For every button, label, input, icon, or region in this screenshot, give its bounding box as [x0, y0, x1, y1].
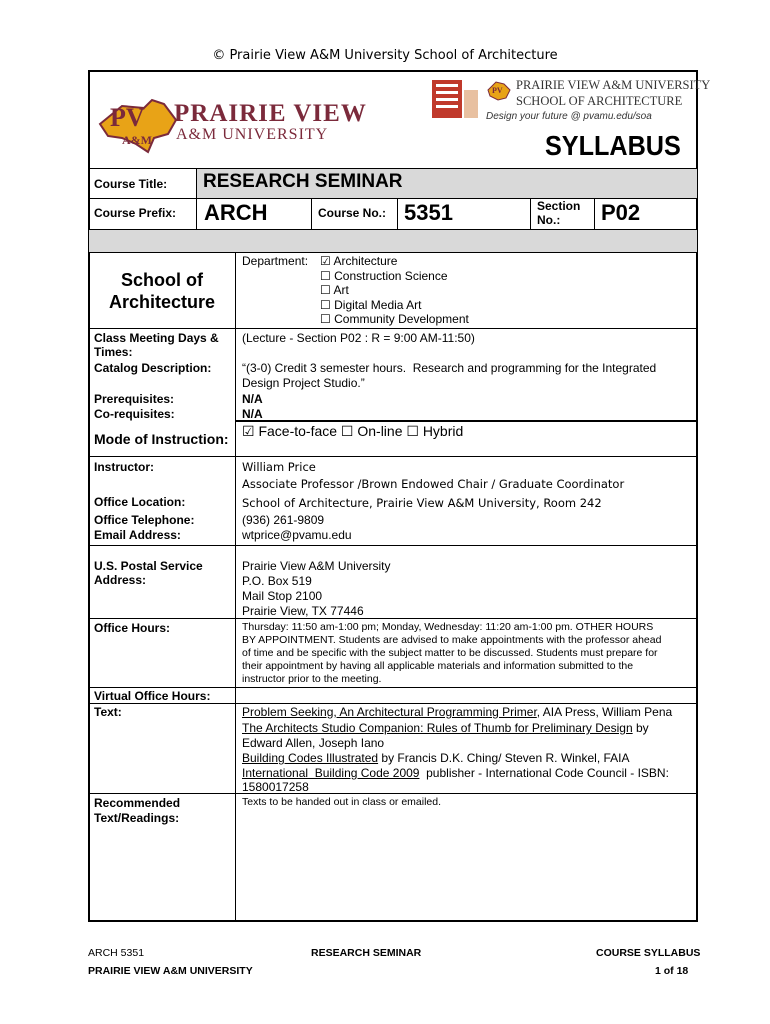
checkbox-checked-icon: ☑	[320, 254, 331, 268]
footer-course: ARCH 5351	[88, 947, 145, 959]
office-hours-line: their appointment by having all applicable materials and information submitted to the	[242, 660, 634, 672]
book-details: , AIA Press, William Pena	[536, 705, 673, 719]
department-option-label: Architecture	[333, 254, 398, 268]
postal-label-2: Address:	[94, 573, 147, 587]
corequisites-label: Co-requisites:	[94, 407, 175, 421]
school-name-line2: Architecture	[108, 292, 216, 312]
rule	[89, 328, 697, 329]
svg-text:PV: PV	[110, 103, 145, 132]
pvamu-logo	[92, 86, 367, 156]
instructor-name: William Price	[242, 460, 316, 474]
meeting-times: (Lecture - Section P02 : R = 9:00 AM-11:50)	[242, 331, 475, 345]
department-options	[320, 254, 469, 327]
prerequisites-value: N/A	[242, 392, 263, 406]
email-address[interactable]: wtprice@pvamu.edu	[242, 528, 352, 542]
text-item-2	[242, 721, 649, 735]
course-title-label: Course Title:	[94, 177, 168, 191]
recommended-value: Texts to be handed out in class or emailed.	[242, 796, 442, 808]
department-option-label: Digital Media Art	[334, 297, 422, 312]
postal-label-1: U.S. Postal Service	[94, 559, 203, 573]
svg-text:PV: PV	[492, 86, 503, 95]
rule	[235, 420, 697, 422]
office-hours-line: Thursday: 11:50 am-1:00 pm; Monday, Wednesday: 11:20 am-1:00 pm. OTHER HOURS	[242, 621, 654, 633]
postal-line: Prairie View A&M University	[242, 559, 391, 573]
meeting-label-1: Class Meeting Days &	[94, 331, 219, 345]
catalog-line1: “(3-0) Credit 3 semester hours. Research and programming for the Integrated	[242, 361, 657, 375]
corequisites-value: N/A	[242, 407, 263, 421]
department-option-digital-media[interactable]	[320, 298, 469, 313]
copyright-notice: © Prairie View A&M University School of Architecture	[212, 48, 558, 63]
meeting-label-2: Times:	[94, 345, 133, 359]
department-label: Department:	[242, 254, 309, 268]
catalog-line2: Design Project Studio.”	[242, 376, 365, 390]
postal-line: Prairie View, TX 77446	[242, 604, 364, 618]
building-icon	[430, 76, 482, 120]
footer-course-title: RESEARCH SEMINAR	[311, 947, 422, 959]
section-label-1: Section	[537, 199, 581, 213]
department-option-architecture[interactable]	[320, 254, 469, 269]
book-details: by Francis D.K. Ching/ Steven R. Winkel, FAIA	[378, 751, 630, 765]
catalog-label: Catalog Description:	[94, 361, 212, 375]
rule	[89, 793, 697, 794]
course-number-label: Course No.:	[318, 206, 387, 220]
book-details: publisher - International Code Council - ISBN:	[419, 766, 669, 780]
department-option-label: Construction Science	[334, 268, 448, 283]
text-item-1	[242, 705, 672, 719]
department-option-art[interactable]	[320, 283, 469, 298]
book-details: by	[632, 721, 649, 735]
school-name-line1: School of	[121, 270, 203, 290]
checkbox-empty-icon: ☐	[320, 283, 331, 297]
recommended-label-1: Recommended	[94, 796, 181, 810]
rule	[89, 229, 697, 230]
footer-university: PRAIRIE VIEW A&M UNIVERSITY	[88, 965, 253, 977]
book-title: The Architects Studio Companion: Rules of Thumb for Preliminary Design	[242, 721, 633, 735]
pvamu-small-seal-icon	[486, 78, 512, 102]
course-prefix-label: Course Prefix:	[94, 206, 177, 220]
soa-logo-tagline: Design your future @ pvamu.edu/soa	[486, 111, 652, 122]
office-phone: (936) 261-9809	[242, 513, 325, 527]
rule	[89, 545, 697, 546]
checkbox-empty-icon: ☐	[320, 297, 331, 312]
rule	[89, 618, 697, 619]
course-number: 5351	[404, 200, 453, 225]
email-label: Email Address:	[94, 528, 181, 542]
rule	[311, 198, 312, 229]
mode-options: ☑ Face-to-face ☐ On-line ☐ Hybrid	[242, 423, 464, 439]
pvamu-logo-line2: A&M UNIVERSITY	[176, 126, 329, 143]
checkbox-empty-icon: ☐	[320, 268, 331, 283]
course-prefix: ARCH	[204, 200, 268, 225]
pvamu-seal-icon	[92, 86, 182, 156]
section-label-2: No.:	[537, 213, 561, 227]
postal-line: Mail Stop 2100	[242, 589, 323, 603]
office-hours-line: of time and be specific with the subject matter to be discussed. Students must prepare for	[242, 647, 658, 659]
rule	[594, 198, 595, 229]
office-location: School of Architecture, Prairie View A&M University, Room 242	[242, 496, 602, 510]
office-hours-label: Office Hours:	[94, 621, 171, 635]
office-phone-label: Office Telephone:	[94, 513, 195, 527]
virtual-hours-label: Virtual Office Hours:	[94, 689, 211, 703]
footer-doc-type: COURSE SYLLABUS	[596, 947, 701, 959]
rule	[89, 703, 697, 704]
text-item-3	[242, 751, 630, 765]
mode-label: Mode of Instruction:	[94, 431, 229, 447]
prerequisites-label: Prerequisites:	[94, 392, 175, 406]
department-option-label: Art	[333, 283, 349, 297]
postal-line: P.O. Box 519	[242, 574, 312, 588]
document-title: SYLLABUS	[545, 130, 681, 161]
department-option-community[interactable]	[320, 312, 469, 327]
text-item-4	[242, 766, 669, 780]
spacer-row-shade	[89, 229, 697, 252]
rule	[530, 198, 531, 229]
rule	[196, 168, 197, 229]
page-number: 1 of 18	[655, 965, 689, 977]
book-title: Problem Seeking, An Architectural Programming Primer	[242, 705, 537, 719]
department-option-construction[interactable]	[320, 269, 469, 284]
rule	[89, 252, 697, 253]
soa-logo-line1: PRAIRIE VIEW A&M UNIVERSITY	[516, 78, 711, 92]
rule	[89, 168, 697, 169]
rule	[397, 198, 398, 229]
svg-text:A&M: A&M	[122, 133, 152, 147]
rule	[89, 198, 697, 199]
book-title: Building Codes Illustrated	[242, 751, 379, 765]
text-label: Text:	[94, 705, 122, 719]
rule	[89, 687, 697, 688]
instructor-label: Instructor:	[94, 460, 154, 474]
text-item-2-cont: Edward Allen, Joseph Iano	[242, 736, 385, 750]
office-hours-line: BY APPOINTMENT. Students are advised to make appointments with the professor ahead	[242, 634, 662, 646]
office-location-label: Office Location:	[94, 495, 186, 509]
section-number: P02	[601, 200, 641, 225]
pvamu-logo-line1: PRAIRIE VIEW	[174, 100, 367, 127]
text-item-4-cont: 1580017258	[242, 780, 309, 794]
soa-logo	[430, 76, 711, 126]
office-hours-line: instructor prior to the meeting.	[242, 673, 382, 685]
instructor-title: Associate Professor /Brown Endowed Chair / Graduate Coordinator	[242, 477, 625, 491]
rule	[235, 252, 236, 921]
book-title: International Building Code 2009	[242, 766, 420, 780]
course-title: RESEARCH SEMINAR	[203, 171, 403, 192]
rule	[89, 456, 697, 457]
department-option-label: Community Development	[334, 312, 469, 326]
recommended-label-2: Text/Readings:	[94, 811, 180, 825]
soa-logo-line2: SCHOOL OF ARCHITECTURE	[516, 94, 683, 108]
checkbox-empty-icon: ☐	[320, 312, 331, 326]
